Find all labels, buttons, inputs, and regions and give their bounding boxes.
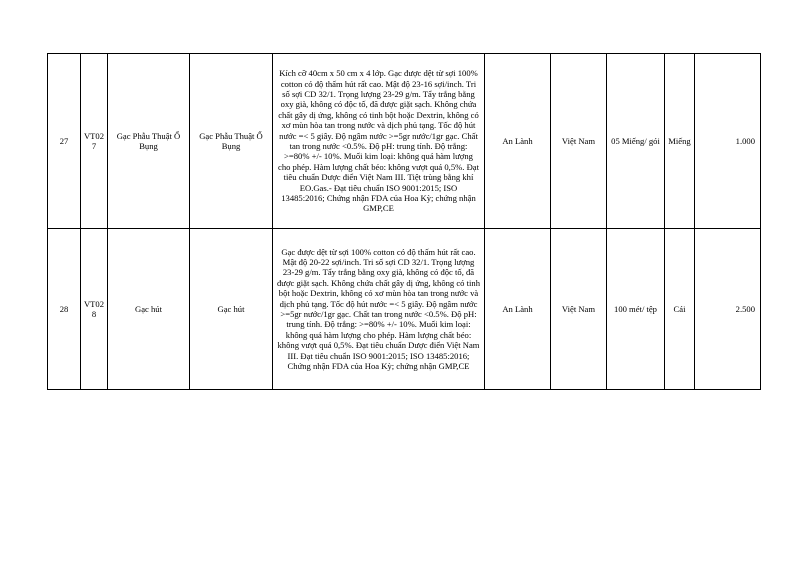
manufacturer-cell: An Lành <box>485 54 551 229</box>
product-spec-table <box>47 53 761 390</box>
item-code-cell: VT027 <box>81 54 108 229</box>
bid-name-cell: Gạc hút <box>190 229 273 390</box>
table-row <box>48 229 761 390</box>
origin-cell: Việt Nam <box>551 229 607 390</box>
bid-name-cell: Gạc Phẫu Thuật Ổ Bụng <box>190 54 273 229</box>
table-row <box>48 54 761 229</box>
manufacturer-cell: An Lành <box>485 229 551 390</box>
item-name-cell: Gạc hút <box>108 229 190 390</box>
row-number-cell: 27 <box>48 54 81 229</box>
row-number-cell: 28 <box>48 229 81 390</box>
quantity-cell: 2.500 <box>695 229 761 390</box>
item-code-cell: VT028 <box>81 229 108 390</box>
specification-cell: Kích cỡ 40cm x 50 cm x 4 lớp. Gạc được dệt từ sợi 100% cotton có độ thấm hút rất cao. Mật độ 23-16 sợi/inch. Tri số sợi CD 32/1. Trọng lượng 23-29 g/m. Tẩy trắng bằng oxy già, không có độc tố, đã được giặt sạch. Không chứa chất gây dị ứng, không có tinh bột hoặc Dextrin, không có xơ mùn hòa tan trong nước và dịch phủ tạng. Tốc độ hút nước =< 5 giây. Độ ngâm nước >=5gr nước/1gr gạc. Chất tan trong nước <0.5%. Độ pH: trung tính. Độ trắng: >=80% +/- 10%. Muối kim loại: không quá hàm lượng cho phép. Hàm lượng chất béo: không vượt quá 0,5%. Đạt tiêu chuẩn Dược điển Việt Nam III. Tiệt trùng bằng khí EO.Gas.- Đạt tiêu chuẩn ISO 9001:2015; ISO 13485:2016; Chứng nhận FDA của Hoa Kỳ; chứng nhận GMP,CE <box>273 54 485 229</box>
origin-cell: Việt Nam <box>551 54 607 229</box>
specification-cell: Gạc được dệt từ sợi 100% cotton có độ thấm hút rất cao. Mật độ 20-22 sợi/inch. Tri số sợi CD 32/1. Trọng lượng 23-29 g/m. Tẩy trắng bằng oxy già, không có độc tố, đã được giặt sạch. Không chứa chất gây dị ứng, không có tinh bột hoặc Dextrin, không có xơ mùn hòa tan trong nước và dịch phủ tạng. Tốc độ hút nước =< 5 giây. Độ ngâm nước >=5gr nước/1gr gạc. Chất tan trong nước <0.5%. Độ pH: trung tính. Độ trắng: >=80% +/- 10%. Muối kim loại: không quá hàm lượng cho phép. Hàm lượng chất béo: không vượt quá 0,5%. Đạt tiêu chuẩn Dược điển Việt Nam III. Đạt tiêu chuẩn ISO 9001:2015; ISO 13485:2016; Chứng nhận FDA của Hoa Kỳ; chứng nhận GMP,CE <box>273 229 485 390</box>
unit-cell: Miếng <box>665 54 695 229</box>
packing-cell: 05 Miếng/ gói <box>607 54 665 229</box>
packing-cell: 100 mét/ tệp <box>607 229 665 390</box>
quantity-cell: 1.000 <box>695 54 761 229</box>
unit-cell: Cái <box>665 229 695 390</box>
item-name-cell: Gạc Phẫu Thuật Ổ Bụng <box>108 54 190 229</box>
